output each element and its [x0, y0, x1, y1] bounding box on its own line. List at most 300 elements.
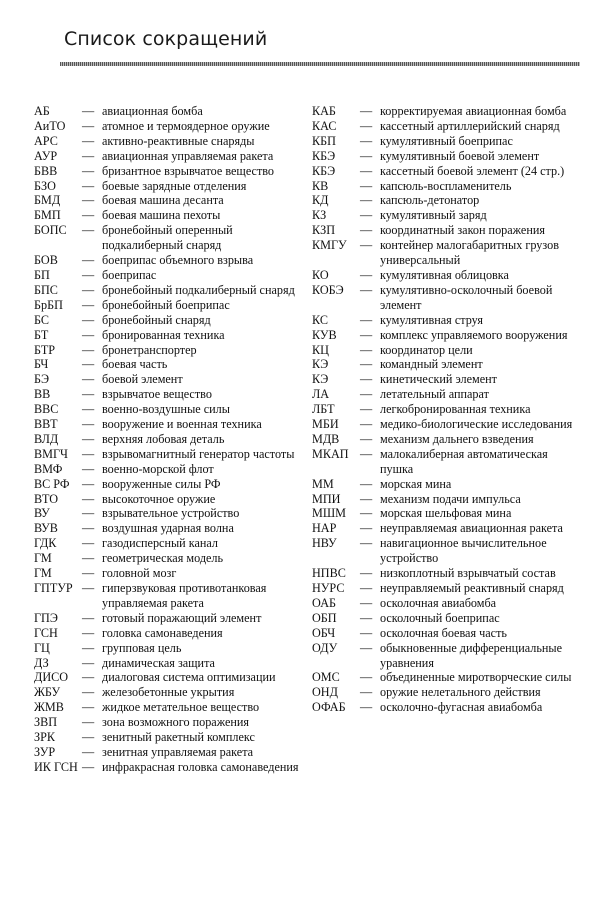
abbreviation-entry [312, 447, 580, 477]
em-dash: — [360, 402, 373, 417]
abbreviation-entry [312, 477, 580, 492]
abbreviation: БПС [34, 282, 58, 297]
definition: кумулятивный заряд [380, 208, 487, 223]
definition: осколочно-фугасная авиабомба [380, 700, 543, 715]
abbreviation-entry [34, 730, 302, 745]
em-dash: — [360, 193, 373, 208]
abbreviation-entry [34, 104, 302, 119]
abbreviation-entry [34, 149, 302, 164]
abbreviation: ВЛД [34, 431, 59, 446]
abbreviation: ОДУ [312, 640, 338, 655]
abbreviation-entry [34, 179, 302, 194]
abbreviation: АРС [34, 133, 58, 148]
em-dash: — [82, 312, 95, 327]
definition: верхняя лобовая деталь [102, 431, 225, 446]
definition: высокоточное оружие [102, 491, 216, 506]
abbreviation: ВВ [34, 387, 51, 402]
definition: контейнер малогабаритных грузов универсальный [380, 238, 559, 268]
em-dash: — [360, 521, 373, 536]
abbreviation-entry [34, 670, 302, 685]
header-rule [60, 62, 580, 66]
abbreviation: ММ [312, 476, 334, 491]
em-dash: — [82, 387, 95, 402]
em-dash: — [82, 417, 95, 432]
abbreviation-entry [34, 715, 302, 730]
definition: кинетический элемент [380, 372, 497, 387]
em-dash: — [360, 431, 373, 446]
definition: жидкое метательное вещество [102, 700, 260, 715]
em-dash: — [82, 461, 95, 476]
abbreviation-entry [34, 417, 302, 432]
definition: капсюль-детонатор [380, 193, 480, 208]
definition: оружие нелетального действия [380, 685, 541, 700]
definition: неуправляемый реактивный снаряд [380, 581, 564, 595]
abbreviation: ВВТ [34, 417, 58, 432]
abbreviation: КЭ [312, 357, 329, 372]
abbreviation: ОБЧ [312, 625, 336, 640]
abbreviation-entry [34, 208, 302, 223]
definition: командный элемент [380, 357, 483, 372]
em-dash: — [82, 282, 95, 297]
abbreviation-entry [34, 581, 302, 611]
em-dash: — [360, 118, 373, 133]
abbreviation-entry [312, 193, 580, 208]
definition: зенитная управляемая ракета [102, 744, 254, 759]
abbreviation: БП [34, 267, 50, 282]
em-dash: — [360, 387, 373, 402]
em-dash: — [82, 715, 95, 730]
abbreviation: НУРС [312, 581, 345, 595]
abbreviation: БЧ [34, 357, 49, 372]
abbreviation-entry [312, 149, 580, 164]
abbreviation-entry [312, 357, 580, 372]
em-dash: — [360, 163, 373, 178]
em-dash: — [360, 640, 373, 655]
abbreviation: КЭ [312, 372, 329, 387]
abbreviation-entry [312, 700, 580, 715]
definition: инфракрасная головка самонаведения [102, 759, 299, 774]
definition: боевой элемент [102, 372, 183, 387]
definition: бронебойный боеприпас [102, 297, 230, 312]
em-dash: — [360, 476, 373, 491]
definition: готовый поражающий элемент [102, 610, 262, 625]
definition: капсюль-воспламенитель [380, 178, 512, 193]
abbreviation-entry [312, 536, 580, 566]
abbreviation-entry [34, 447, 302, 462]
abbreviation-entry [34, 760, 302, 775]
abbreviation: ЗВП [34, 715, 58, 730]
definition: геометрическая модель [102, 551, 224, 566]
abbreviation: КОБЭ [312, 282, 344, 297]
abbreviation-entry [312, 492, 580, 507]
em-dash: — [360, 372, 373, 387]
abbreviation: БТ [34, 327, 49, 342]
abbreviation-entry [312, 179, 580, 194]
em-dash: — [360, 208, 373, 223]
abbreviation-entry [312, 566, 580, 581]
definition: головка самонаведения [102, 625, 223, 640]
abbreviation-entry [34, 193, 302, 208]
abbreviation: МПИ [312, 491, 341, 506]
definition: бронетранспортер [102, 342, 197, 357]
abbreviation: МКАП [312, 446, 349, 461]
em-dash: — [360, 595, 373, 610]
abbreviation: НВУ [312, 536, 337, 551]
abbreviation-entry [34, 283, 302, 298]
page-title: Список сокращений [64, 28, 268, 50]
em-dash: — [360, 357, 373, 372]
em-dash: — [82, 446, 95, 461]
abbreviation-entry [34, 328, 302, 343]
definition: гиперзвуковая противотанковая управляемая ракета [102, 581, 267, 610]
em-dash: — [82, 118, 95, 133]
abbreviation: КБЭ [312, 163, 336, 178]
abbreviation: БМП [34, 208, 61, 223]
abbreviation-entry [312, 104, 580, 119]
definition: боевая машина пехоты [102, 208, 221, 223]
abbreviation: НПВС [312, 566, 346, 581]
abbreviation-entry [34, 626, 302, 641]
definition: кассетный боевой элемент (24 стр.) [380, 163, 565, 178]
abbreviation-entry [34, 387, 302, 402]
em-dash: — [82, 610, 95, 625]
em-dash: — [360, 104, 373, 118]
abbreviation: АиТО [34, 118, 66, 133]
definition: навигационное вычислительное устройство [380, 536, 547, 566]
definition: авиационная бомба [102, 104, 203, 118]
em-dash: — [82, 476, 95, 491]
abbreviation: ЛБТ [312, 402, 335, 417]
em-dash: — [360, 625, 373, 640]
em-dash: — [82, 208, 95, 223]
abbreviation-entry [312, 611, 580, 626]
abbreviation: КЗП [312, 223, 336, 238]
abbreviation: КЗ [312, 208, 327, 223]
definition: механизм дальнего взведения [380, 431, 534, 446]
abbreviation: ГПЭ [34, 610, 58, 625]
abbreviation: КБЭ [312, 148, 336, 163]
definition: головной мозг [102, 566, 177, 581]
abbreviation-entry [34, 164, 302, 179]
em-dash: — [360, 327, 373, 342]
definition: вооружение и военная техника [102, 417, 262, 432]
definition: морская мина [380, 476, 452, 491]
em-dash: — [82, 372, 95, 387]
abbreviation: КАС [312, 118, 337, 133]
definition: авиационная управляемая ракета [102, 148, 274, 163]
abbreviation: ОФАБ [312, 700, 346, 715]
abbreviation-entry [34, 223, 302, 253]
definition: кумулятивная облицовка [380, 267, 509, 282]
em-dash: — [360, 536, 373, 551]
definition: низкоплотный взрывчатый состав [380, 566, 556, 581]
definition: боевая часть [102, 357, 168, 372]
abbreviation-entry [34, 268, 302, 283]
abbreviation: БрБП [34, 297, 63, 312]
abbreviation: КЦ [312, 342, 329, 357]
definition: малокалиберная автоматическая пушка [380, 446, 548, 476]
definition: взрывомагнитный генератор частоты [102, 446, 295, 461]
abbreviation: МБИ [312, 417, 339, 432]
em-dash: — [82, 357, 95, 372]
abbreviation-entry [312, 313, 580, 328]
definition: осколочный боеприпас [380, 610, 500, 625]
em-dash: — [360, 446, 373, 461]
definition: бронебойный подкалиберный снаряд [102, 282, 295, 297]
definition: бризантное взрывчатое вещество [102, 163, 275, 178]
definition: групповая цель [102, 640, 182, 655]
abbreviation-entry [34, 298, 302, 313]
abbreviation: ВМГЧ [34, 446, 68, 461]
definition: обыкновенные дифференциальные уравнения [380, 640, 563, 670]
definition: кумулятивный боевой элемент [380, 148, 540, 163]
definition: летательный аппарат [380, 387, 489, 402]
definition: боевые зарядные отделения [102, 178, 247, 193]
abbreviation-entry [34, 402, 302, 417]
abbreviation-entry [34, 641, 302, 656]
abbreviation: ЗУР [34, 744, 56, 759]
abbreviation: ГДК [34, 536, 57, 551]
abbreviation: НАР [312, 521, 337, 536]
abbreviation: МДВ [312, 431, 340, 446]
em-dash: — [360, 342, 373, 357]
abbreviation: КУВ [312, 327, 337, 342]
em-dash: — [360, 670, 373, 685]
em-dash: — [360, 312, 373, 327]
abbreviation: ДИСО [34, 670, 69, 685]
abbreviation-entry [312, 626, 580, 641]
em-dash: — [82, 566, 95, 581]
em-dash: — [82, 506, 95, 521]
em-dash: — [82, 104, 95, 118]
em-dash: — [82, 431, 95, 446]
abbreviation-entry [312, 268, 580, 283]
abbreviation: БВВ [34, 163, 58, 178]
abbreviation-entry [34, 745, 302, 760]
definition: медико-биологические исследования [380, 417, 573, 432]
definition: морская шельфовая мина [380, 506, 512, 521]
definition: механизм подачи импульса [380, 491, 521, 506]
em-dash: — [360, 491, 373, 506]
definition: динамическая защита [102, 655, 215, 670]
abbreviation: КС [312, 312, 328, 327]
abbreviation-entry [34, 134, 302, 149]
definition: кумулятивная струя [380, 312, 484, 327]
em-dash: — [82, 730, 95, 745]
definition: газодисперсный канал [102, 536, 219, 551]
em-dash: — [360, 282, 373, 297]
abbreviation-entry [34, 343, 302, 358]
definition: воздушная ударная волна [102, 521, 234, 536]
em-dash: — [82, 491, 95, 506]
abbreviation-entry [312, 164, 580, 179]
definition: взрывательное устройство [102, 506, 240, 521]
em-dash: — [82, 163, 95, 178]
em-dash: — [360, 417, 373, 432]
definition: координатный закон поражения [380, 223, 545, 238]
em-dash: — [360, 148, 373, 163]
abbreviation: ГМ [34, 551, 52, 566]
abbreviation: ИК ГСН [34, 759, 78, 774]
definition: железобетонные укрытия [102, 685, 235, 700]
abbreviation-entry [34, 477, 302, 492]
definition: взрывчатое вещество [102, 387, 212, 402]
definition: кассетный артиллерийский снаряд [380, 118, 560, 133]
em-dash: — [360, 223, 373, 238]
definition: вооруженные силы РФ [102, 476, 221, 491]
abbreviations-column-left [34, 104, 302, 775]
abbreviation-entry [34, 521, 302, 536]
em-dash: — [82, 551, 95, 566]
abbreviation-entry [312, 581, 580, 596]
em-dash: — [82, 178, 95, 193]
abbreviation-entry [34, 566, 302, 581]
abbreviation: ОБП [312, 610, 337, 625]
abbreviation: ОАБ [312, 595, 336, 610]
em-dash: — [82, 253, 95, 268]
abbreviation: ОНД [312, 685, 338, 700]
abbreviation: БОВ [34, 253, 58, 268]
abbreviation-entry [312, 343, 580, 358]
definition: кумулятивно-осколочный боевой элемент [380, 282, 553, 312]
abbreviation: ОМС [312, 670, 340, 685]
abbreviation-entry [34, 685, 302, 700]
abbreviation: ГЦ [34, 640, 50, 655]
abbreviation-entry [312, 521, 580, 536]
abbreviation-entry [312, 417, 580, 432]
abbreviation-entry [34, 462, 302, 477]
abbreviation-entry [34, 372, 302, 387]
em-dash: — [82, 670, 95, 685]
abbreviation: БОПС [34, 223, 67, 238]
definition: боеприпас объемного взрыва [102, 253, 254, 268]
em-dash: — [82, 297, 95, 312]
abbreviation-entry [312, 402, 580, 417]
definition: неуправляемая авиационная ракета [380, 521, 563, 536]
definition: объединенные миротворческие силы [380, 670, 572, 685]
abbreviation: БС [34, 312, 50, 327]
em-dash: — [82, 133, 95, 148]
abbreviation: ВС РФ [34, 476, 70, 491]
abbreviation-entry [34, 700, 302, 715]
em-dash: — [82, 223, 95, 238]
em-dash: — [82, 640, 95, 655]
abbreviation: БМД [34, 193, 61, 208]
abbreviation: ЗРК [34, 730, 56, 745]
abbreviation: КМГУ [312, 238, 347, 253]
abbreviation: ГСН [34, 625, 58, 640]
abbreviation-entry [312, 506, 580, 521]
definition: зона возможного поражения [102, 715, 250, 730]
em-dash: — [82, 655, 95, 670]
abbreviation-entry [312, 641, 580, 671]
definition: корректируемая авиационная бомба [380, 104, 567, 118]
definition: военно-воздушные силы [102, 402, 230, 417]
definition: зенитный ракетный комплекс [102, 730, 255, 745]
em-dash: — [82, 581, 95, 595]
definition: осколочная авиабомба [380, 595, 497, 610]
em-dash: — [360, 133, 373, 148]
definition: бронебойный снаряд [102, 312, 211, 327]
abbreviation: ДЗ [34, 655, 49, 670]
definition: диалоговая система оптимизации [102, 670, 276, 685]
abbreviation-entry [34, 551, 302, 566]
em-dash: — [82, 193, 95, 208]
em-dash: — [82, 536, 95, 551]
em-dash: — [360, 267, 373, 282]
abbreviation-entry [312, 670, 580, 685]
definition: легкобронированная техника [380, 402, 531, 417]
abbreviations-column-right [312, 104, 580, 715]
abbreviation: ВВС [34, 402, 59, 417]
abbreviation: ГМ [34, 566, 52, 581]
abbreviation: ВМФ [34, 461, 63, 476]
abbreviation-entry [312, 387, 580, 402]
abbreviation-entry [312, 208, 580, 223]
definition: комплекс управляемого вооружения [380, 327, 568, 342]
em-dash: — [360, 566, 373, 581]
em-dash: — [82, 521, 95, 536]
abbreviation: ВТО [34, 491, 59, 506]
abbreviation-entry [34, 313, 302, 328]
em-dash: — [82, 685, 95, 700]
definition: бронированная техника [102, 327, 225, 342]
abbreviation-entry [34, 536, 302, 551]
em-dash: — [82, 402, 95, 417]
definition: боевая машина десанта [102, 193, 224, 208]
em-dash: — [82, 327, 95, 342]
abbreviation: КАБ [312, 104, 336, 118]
abbreviation-entry [312, 134, 580, 149]
abbreviation: МШМ [312, 506, 346, 521]
abbreviation-entry [312, 238, 580, 268]
definition: боеприпас [102, 267, 157, 282]
em-dash: — [82, 759, 95, 774]
em-dash: — [360, 581, 373, 595]
em-dash: — [82, 625, 95, 640]
abbreviation-entry [312, 283, 580, 313]
abbreviation: БЭ [34, 372, 50, 387]
abbreviation-entry [312, 432, 580, 447]
abbreviation-entry [34, 506, 302, 521]
definition: военно-морской флот [102, 461, 214, 476]
definition: активно-реактивные снаряды [102, 133, 255, 148]
definition: бронебойный оперенный подкалиберный снаряд [102, 223, 233, 253]
abbreviation-entry [312, 223, 580, 238]
abbreviation: АУР [34, 148, 58, 163]
em-dash: — [360, 685, 373, 700]
em-dash: — [82, 267, 95, 282]
abbreviation-entry [312, 328, 580, 343]
abbreviation-entry [34, 656, 302, 671]
abbreviation: ЖБУ [34, 685, 61, 700]
em-dash: — [360, 610, 373, 625]
abbreviation: АБ [34, 104, 50, 118]
abbreviation-entry [34, 357, 302, 372]
abbreviation: ГПТУР [34, 581, 73, 595]
abbreviation-entry [312, 119, 580, 134]
em-dash: — [360, 700, 373, 715]
abbreviation: КО [312, 267, 329, 282]
abbreviation: ЛА [312, 387, 330, 402]
definition: кумулятивный боеприпас [380, 133, 513, 148]
abbreviation-entry [312, 372, 580, 387]
definition: осколочная боевая часть [380, 625, 507, 640]
abbreviation-entry [312, 596, 580, 611]
abbreviation-entry [34, 492, 302, 507]
abbreviation: ЖМВ [34, 700, 64, 715]
abbreviation: БТР [34, 342, 56, 357]
